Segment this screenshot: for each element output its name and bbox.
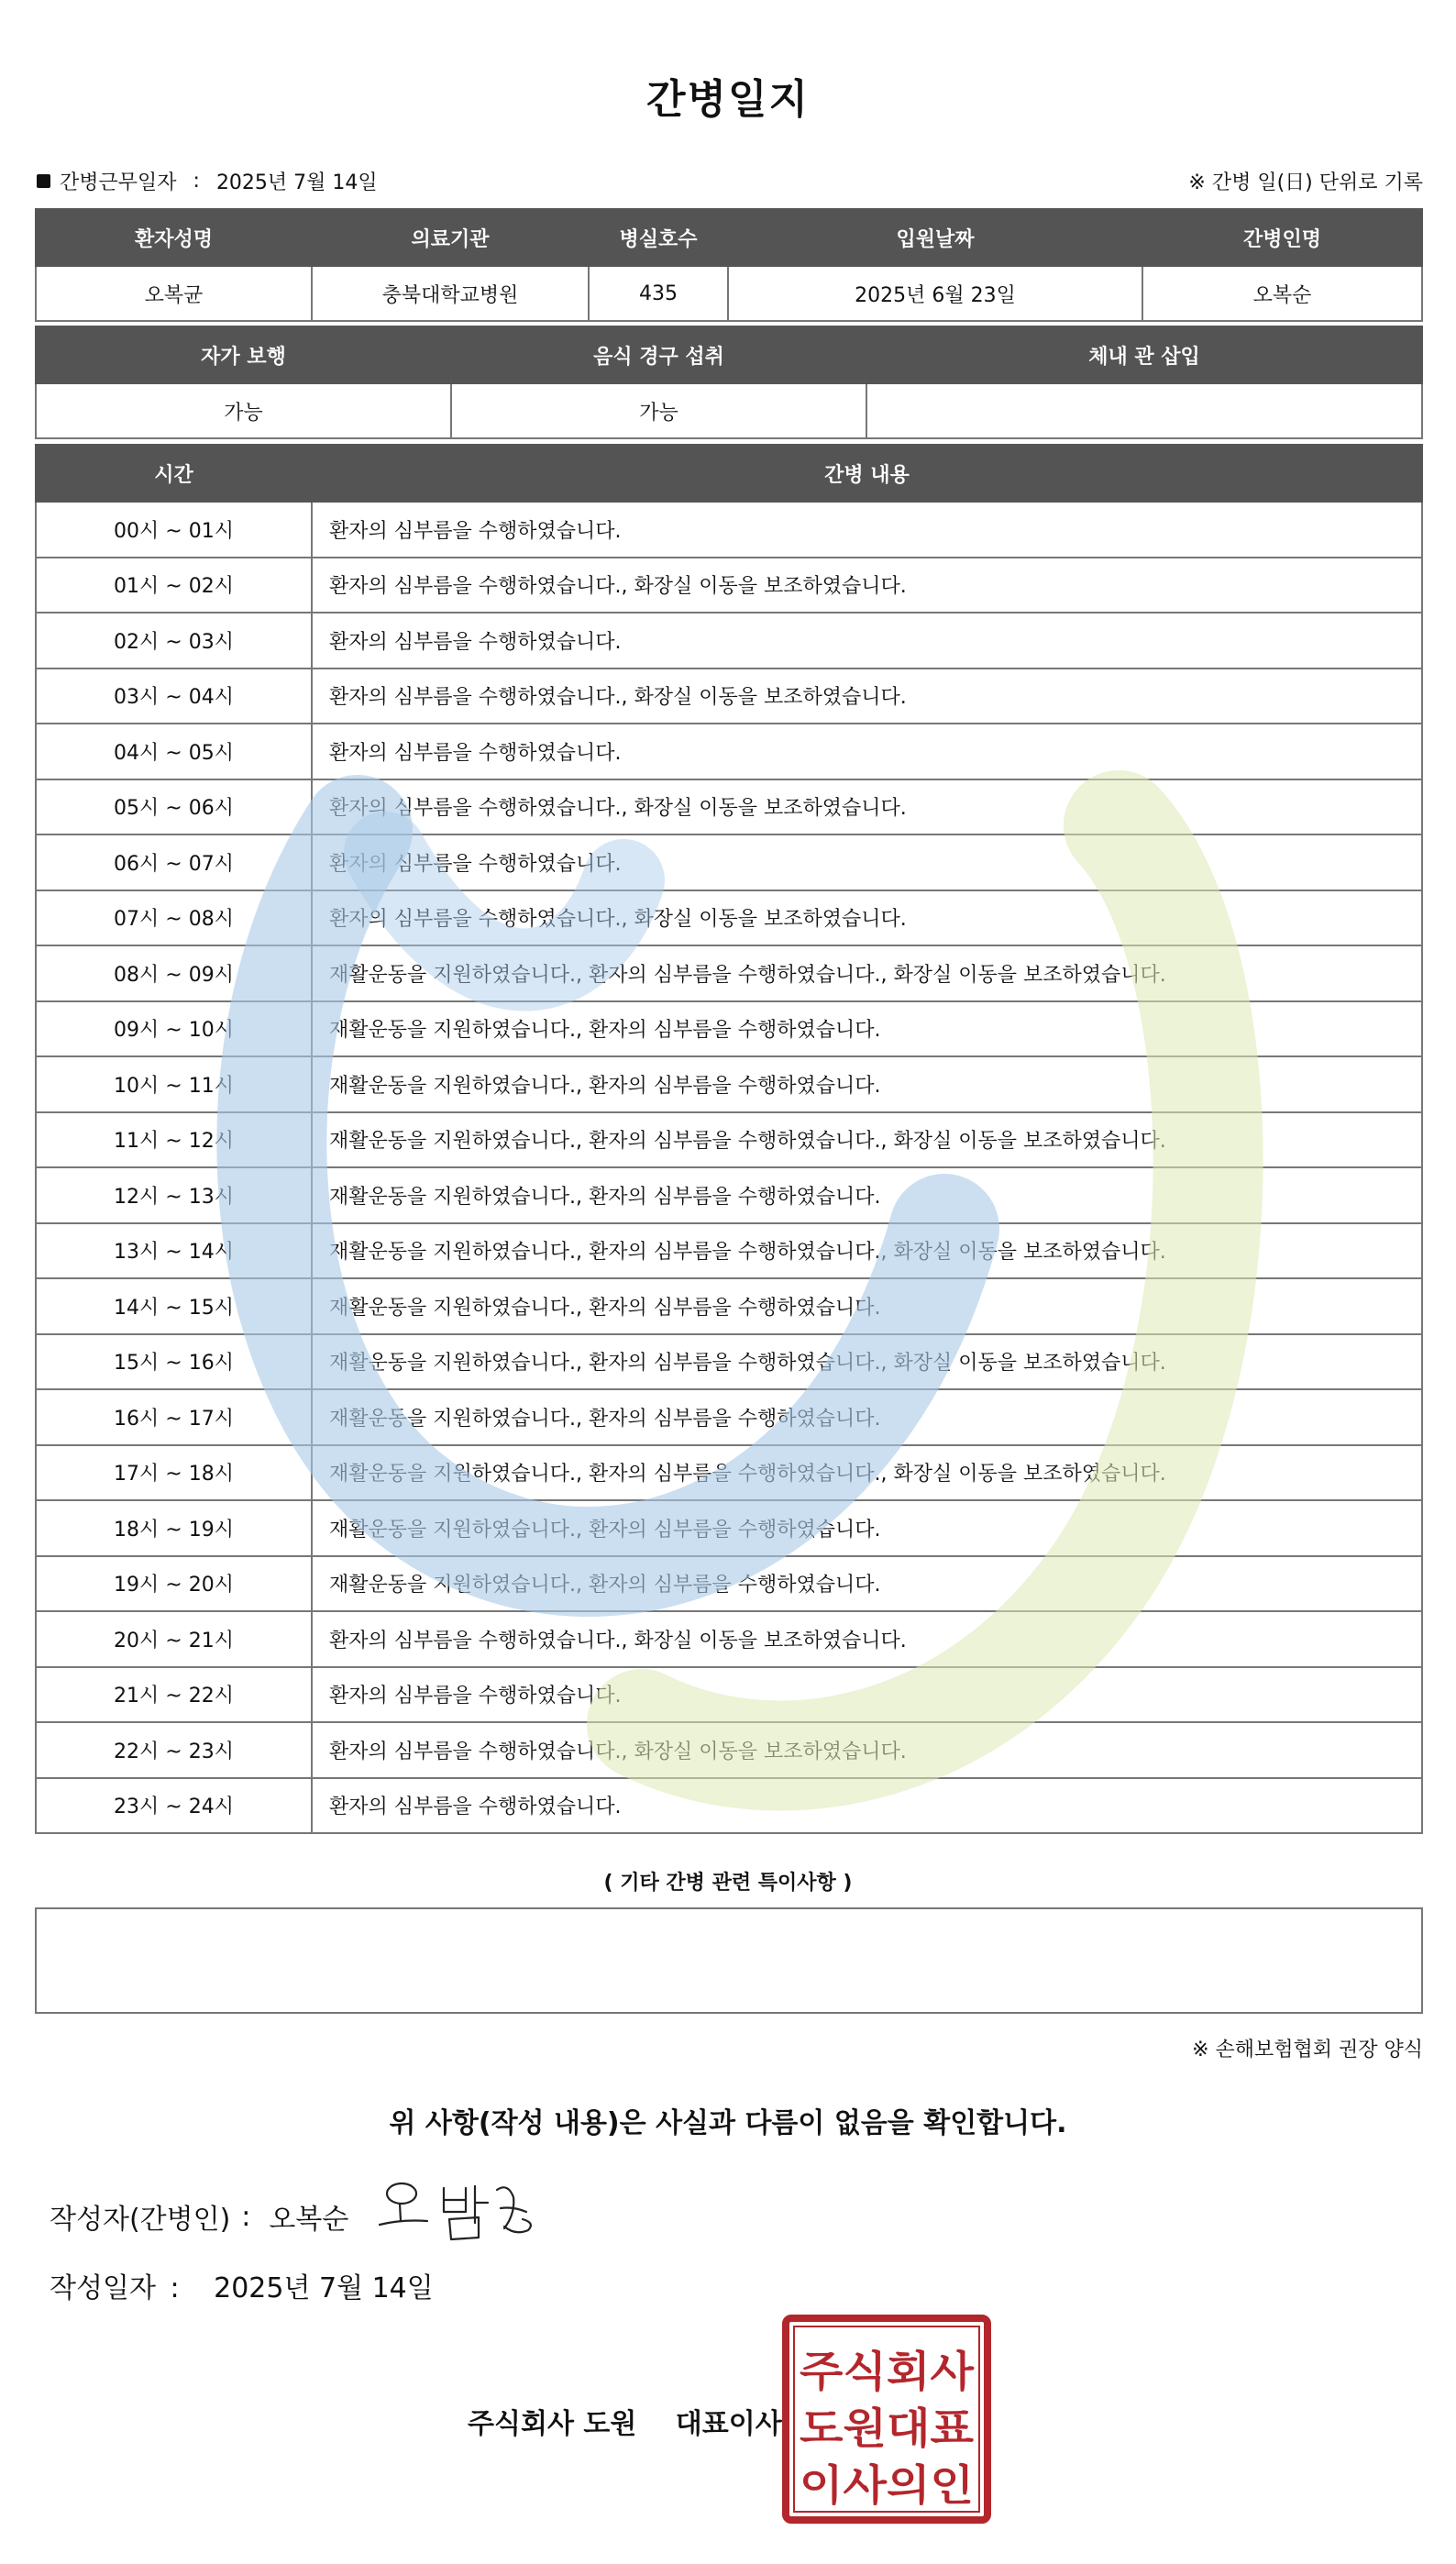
time-cell: 02시 ~ 03시	[36, 613, 312, 669]
form-source-note: ※ 손해보험협회 권장 양식	[1192, 2039, 1423, 2061]
time-cell: 23시 ~ 24시	[36, 1778, 312, 1834]
table-row	[36, 1722, 1422, 1778]
time-cell: 00시 ~ 01시	[36, 502, 312, 558]
care-content-cell: 환자의 심부름을 수행하였습니다., 화장실 이동을 보조하였습니다.	[312, 669, 1422, 724]
care-content-cell: 재활운동을 지원하였습니다., 환자의 심부름을 수행하였습니다.	[312, 1389, 1422, 1445]
company-seal-stamp-icon	[782, 2315, 991, 2524]
header-tube-insertion: 체내 관 삽입	[866, 326, 1422, 383]
svg-text:이사의인: 이사의인	[800, 2460, 974, 2510]
header-caregiver-name: 간병인명	[1142, 209, 1422, 266]
table-row	[36, 1167, 1422, 1223]
care-content-cell: 환자의 심부름을 수행하였습니다., 화장실 이동을 보조하였습니다.	[312, 558, 1422, 613]
care-content-cell: 재활운동을 지원하였습니다., 환자의 심부름을 수행하였습니다.	[312, 1056, 1422, 1112]
table-row	[36, 502, 1422, 558]
care-content-cell: 환자의 심부름을 수행하였습니다., 화장실 이동을 보조하였습니다.	[312, 890, 1422, 946]
header-care-content: 간병 내용	[312, 445, 1422, 502]
time-cell: 04시 ~ 05시	[36, 724, 312, 779]
notes-box	[35, 1907, 1423, 2014]
table-row	[36, 779, 1422, 835]
unit-note: ※ 간병 일(日) 단위로 기록	[1188, 171, 1423, 194]
table-row	[36, 1223, 1422, 1279]
time-cell: 12시 ~ 13시	[36, 1167, 312, 1223]
care-log-body	[36, 502, 1422, 1833]
care-content-cell: 환자의 심부름을 수행하였습니다., 화장실 이동을 보조하였습니다.	[312, 1611, 1422, 1667]
time-cell: 22시 ~ 23시	[36, 1722, 312, 1778]
patient-info-value-row	[36, 266, 1422, 321]
time-cell: 16시 ~ 17시	[36, 1389, 312, 1445]
ceo-title: 대표이사	[675, 2408, 782, 2440]
time-cell: 06시 ~ 07시	[36, 834, 312, 890]
caregiver-name-value: 오복순	[1142, 266, 1422, 321]
care-content-cell: 재활운동을 지원하였습니다., 환자의 심부름을 수행하였습니다.	[312, 1167, 1422, 1223]
care-log-header-row	[36, 445, 1422, 502]
patient-info-table	[35, 208, 1423, 322]
header-self-walking: 자가 보행	[36, 326, 451, 383]
table-row	[36, 1778, 1422, 1834]
care-content-cell: 재활운동을 지원하였습니다., 환자의 심부름을 수행하였습니다., 화장실 이동을 보조하였습니다.	[312, 1445, 1422, 1501]
care-content-cell: 환자의 심부름을 수행하였습니다.	[312, 834, 1422, 890]
time-cell: 18시 ~ 19시	[36, 1500, 312, 1556]
time-cell: 01시 ~ 02시	[36, 558, 312, 613]
table-row	[36, 890, 1422, 946]
table-row	[36, 1556, 1422, 1612]
patient-info-header-row	[36, 209, 1422, 266]
table-row	[36, 1500, 1422, 1556]
care-content-cell: 재활운동을 지원하였습니다., 환자의 심부름을 수행하였습니다.	[312, 1001, 1422, 1057]
svg-text:도원대표: 도원대표	[800, 2404, 975, 2453]
page-title: 간병일지	[645, 76, 810, 123]
header-patient-name: 환자성명	[36, 209, 312, 266]
table-row	[36, 1611, 1422, 1667]
care-content-cell: 환자의 심부름을 수행하였습니다.	[312, 502, 1422, 558]
care-content-cell: 재활운동을 지원하였습니다., 환자의 심부름을 수행하였습니다.	[312, 1556, 1422, 1612]
care-content-cell: 재활운동을 지원하였습니다., 환자의 심부름을 수행하였습니다., 화장실 이동을 보조하였습니다.	[312, 945, 1422, 1001]
room-number-value: 435	[589, 266, 728, 321]
written-date-value: 2025년 7월 14일	[214, 2272, 434, 2304]
writer-label: 작성자(간병인)	[50, 2204, 231, 2236]
table-row	[36, 613, 1422, 669]
admission-date-value: 2025년 6월 23일	[728, 266, 1142, 321]
table-row	[36, 724, 1422, 779]
care-content-cell: 재활운동을 지원하였습니다., 환자의 심부름을 수행하였습니다., 화장실 이동을 보조하였습니다.	[312, 1112, 1422, 1168]
table-row	[36, 558, 1422, 613]
header-hospital: 의료기관	[312, 209, 589, 266]
care-content-cell: 환자의 심부름을 수행하였습니다.	[312, 613, 1422, 669]
written-date-colon: :	[170, 2272, 180, 2304]
confirmation-statement: 위 사항(작성 내용)은 사실과 다름이 없음을 확인합니다.	[389, 2107, 1067, 2139]
care-log-table	[35, 444, 1423, 1834]
written-date-label: 작성일자	[50, 2272, 156, 2304]
writer-colon: :	[241, 2200, 251, 2233]
time-cell: 21시 ~ 22시	[36, 1667, 312, 1723]
company-signature-line	[468, 2401, 782, 2441]
care-content-cell: 환자의 심부름을 수행하였습니다., 화장실 이동을 보조하였습니다.	[312, 1722, 1422, 1778]
table-row	[36, 669, 1422, 724]
header-room-number: 병실호수	[589, 209, 728, 266]
work-date-value: 2025년 7월 14일	[215, 171, 378, 194]
header-admission-date: 입원날짜	[728, 209, 1142, 266]
time-cell: 17시 ~ 18시	[36, 1445, 312, 1501]
writer-line	[50, 2196, 348, 2237]
time-cell: 09시 ~ 10시	[36, 1001, 312, 1057]
care-content-cell: 재활운동을 지원하였습니다., 환자의 심부름을 수행하였습니다., 화장실 이동을 보조하였습니다.	[312, 1334, 1422, 1390]
notes-title: ( 기타 간병 관련 특이사항 )	[603, 1872, 853, 1895]
care-content-cell: 환자의 심부름을 수행하였습니다.	[312, 1778, 1422, 1834]
care-content-cell: 재활운동을 지원하였습니다., 환자의 심부름을 수행하였습니다., 화장실 이동을 보조하였습니다.	[312, 1223, 1422, 1279]
oral-intake-value: 가능	[451, 383, 866, 438]
time-cell: 11시 ~ 12시	[36, 1112, 312, 1168]
time-cell: 08시 ~ 09시	[36, 945, 312, 1001]
time-cell: 20시 ~ 21시	[36, 1611, 312, 1667]
time-cell: 05시 ~ 06시	[36, 779, 312, 835]
hospital-value: 충북대학교병원	[312, 266, 589, 321]
time-cell: 03시 ~ 04시	[36, 669, 312, 724]
table-row	[36, 1112, 1422, 1168]
time-cell: 19시 ~ 20시	[36, 1556, 312, 1612]
written-date-line	[50, 2265, 434, 2305]
care-content-cell: 환자의 심부름을 수행하였습니다., 화장실 이동을 보조하였습니다.	[312, 779, 1422, 835]
table-row	[36, 1334, 1422, 1390]
table-row	[36, 1445, 1422, 1501]
time-cell: 13시 ~ 14시	[36, 1223, 312, 1279]
self-walking-value: 가능	[36, 383, 451, 438]
table-row	[36, 945, 1422, 1001]
patient-status-table	[35, 326, 1423, 439]
tube-insertion-value	[866, 383, 1422, 438]
bullet-square-icon	[37, 174, 50, 188]
work-date-line	[37, 167, 378, 195]
table-row	[36, 1056, 1422, 1112]
care-content-cell: 재활운동을 지원하였습니다., 환자의 심부름을 수행하였습니다.	[312, 1500, 1422, 1556]
patient-status-value-row	[36, 383, 1422, 438]
table-row	[36, 1389, 1422, 1445]
svg-text:주식회사: 주식회사	[800, 2347, 975, 2396]
patient-status-header-row	[36, 326, 1422, 383]
company-name: 주식회사 도원	[468, 2408, 637, 2440]
handwritten-signature-icon	[376, 2175, 541, 2249]
table-row	[36, 834, 1422, 890]
patient-name-value: 오복균	[36, 266, 312, 321]
care-content-cell: 환자의 심부름을 수행하였습니다.	[312, 724, 1422, 779]
header-oral-intake: 음식 경구 섭취	[451, 326, 866, 383]
table-row	[36, 1278, 1422, 1334]
care-content-cell: 환자의 심부름을 수행하였습니다.	[312, 1667, 1422, 1723]
time-cell: 07시 ~ 08시	[36, 890, 312, 946]
table-row	[36, 1001, 1422, 1057]
header-time: 시간	[36, 445, 312, 502]
care-content-cell: 재활운동을 지원하였습니다., 환자의 심부름을 수행하였습니다.	[312, 1278, 1422, 1334]
time-cell: 14시 ~ 15시	[36, 1278, 312, 1334]
table-row	[36, 1667, 1422, 1723]
time-cell: 10시 ~ 11시	[36, 1056, 312, 1112]
writer-name: 오복순	[269, 2204, 349, 2236]
work-date-colon: :	[193, 170, 200, 193]
time-cell: 15시 ~ 16시	[36, 1334, 312, 1390]
work-date-label: 간병근무일자	[60, 171, 177, 194]
